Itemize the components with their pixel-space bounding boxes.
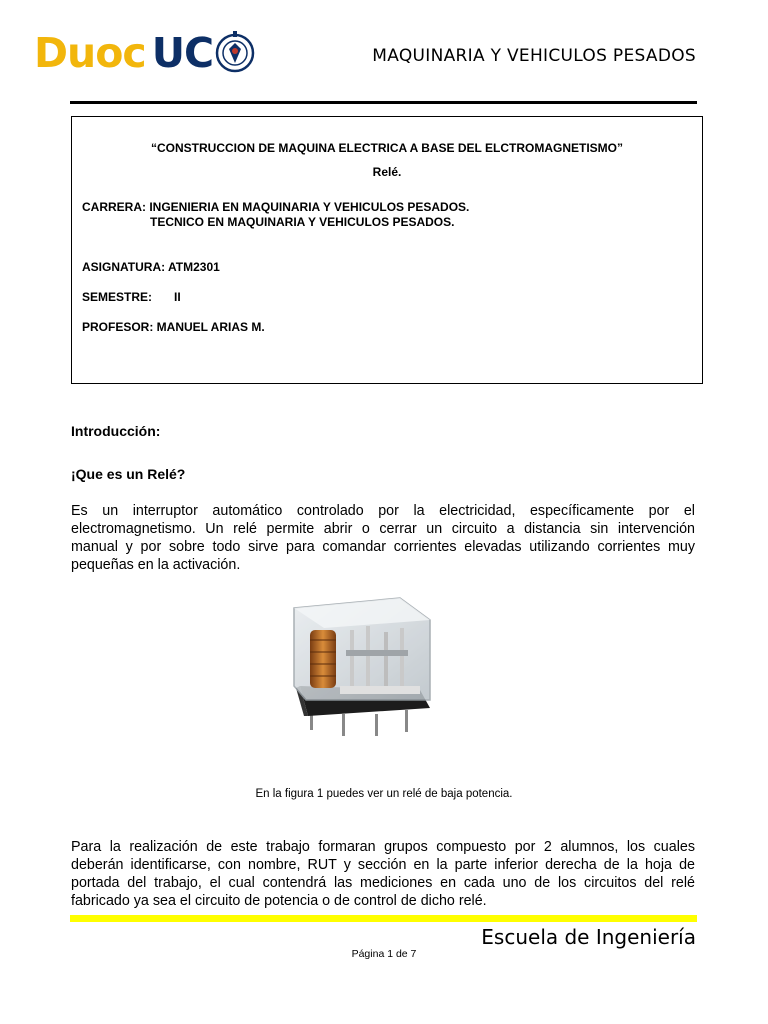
profesor: PROFESOR: MANUEL ARIAS M. — [82, 320, 265, 334]
paragraph-line: fabricado ya sea el circuito de potencia o de control de dicho relé. — [71, 893, 487, 909]
logo-text-duoc: Duoc — [34, 29, 146, 77]
paragraph-line: pequeñas en la activación. — [71, 557, 241, 573]
paragraph-line: manual y por sobre todo sirve para comandar corrientes elevadas utilizando corrientes muy — [71, 539, 695, 555]
footer-divider — [70, 915, 697, 922]
question-heading: ¡Que es un Relé? — [71, 466, 186, 482]
document-subtitle: Relé. — [372, 165, 402, 179]
paragraph-line: Para la realización de este trabajo formaran grupos compuesto por 2 alumnos, los cuales — [71, 839, 695, 855]
document-title: “CONSTRUCCION DE MAQUINA ELECTRICA A BASE DEL ELCTROMAGNETISMO” — [150, 141, 623, 155]
relay-photo — [280, 590, 450, 750]
paragraph-line: portada del trabajo, el cual contendrá las mediciones en cada uno de los circuitos del relé — [71, 875, 695, 891]
university-seal-icon — [215, 29, 255, 77]
semestre-label: SEMESTRE: — [82, 290, 153, 304]
semestre-value: II — [174, 290, 181, 304]
intro-heading: Introducción: — [71, 423, 161, 439]
asignatura: ASIGNATURA: ATM2301 — [82, 260, 220, 274]
paragraph-relay-definition — [71, 502, 695, 574]
paragraph-line: Es un interruptor automático controlado por la electricidad, específicamente por el — [71, 503, 695, 519]
header-divider — [70, 101, 697, 104]
figure-caption: En la figura 1 puedes ver un relé de baja potencia. — [255, 788, 513, 800]
course-info-box — [71, 116, 703, 384]
logo-text-uc: UC — [151, 29, 214, 77]
paragraph-line: electromagnetismo. Un relé permite abrir o cerrar un circuito a distancia sin intervención — [71, 521, 695, 537]
paragraph-line: deberán identificarse, con nombre, RUT y sección en la parte inferior derecha de la hoja de — [71, 857, 695, 873]
carrera-line-1: CARRERA: INGENIERIA EN MAQUINARIA Y VEHICULOS PESADOS. — [82, 200, 470, 214]
footer-school-name: Escuela de Ingeniería — [481, 925, 696, 949]
page-number: Página 1 de 7 — [351, 948, 417, 960]
paragraph-group-instructions — [71, 838, 695, 910]
carrera-line-2: TECNICO EN MAQUINARIA Y VEHICULOS PESADOS. — [150, 215, 455, 229]
header-title: MAQUINARIA Y VEHICULOS PESADOS — [372, 46, 696, 66]
duoc-uc-logo — [34, 28, 255, 78]
